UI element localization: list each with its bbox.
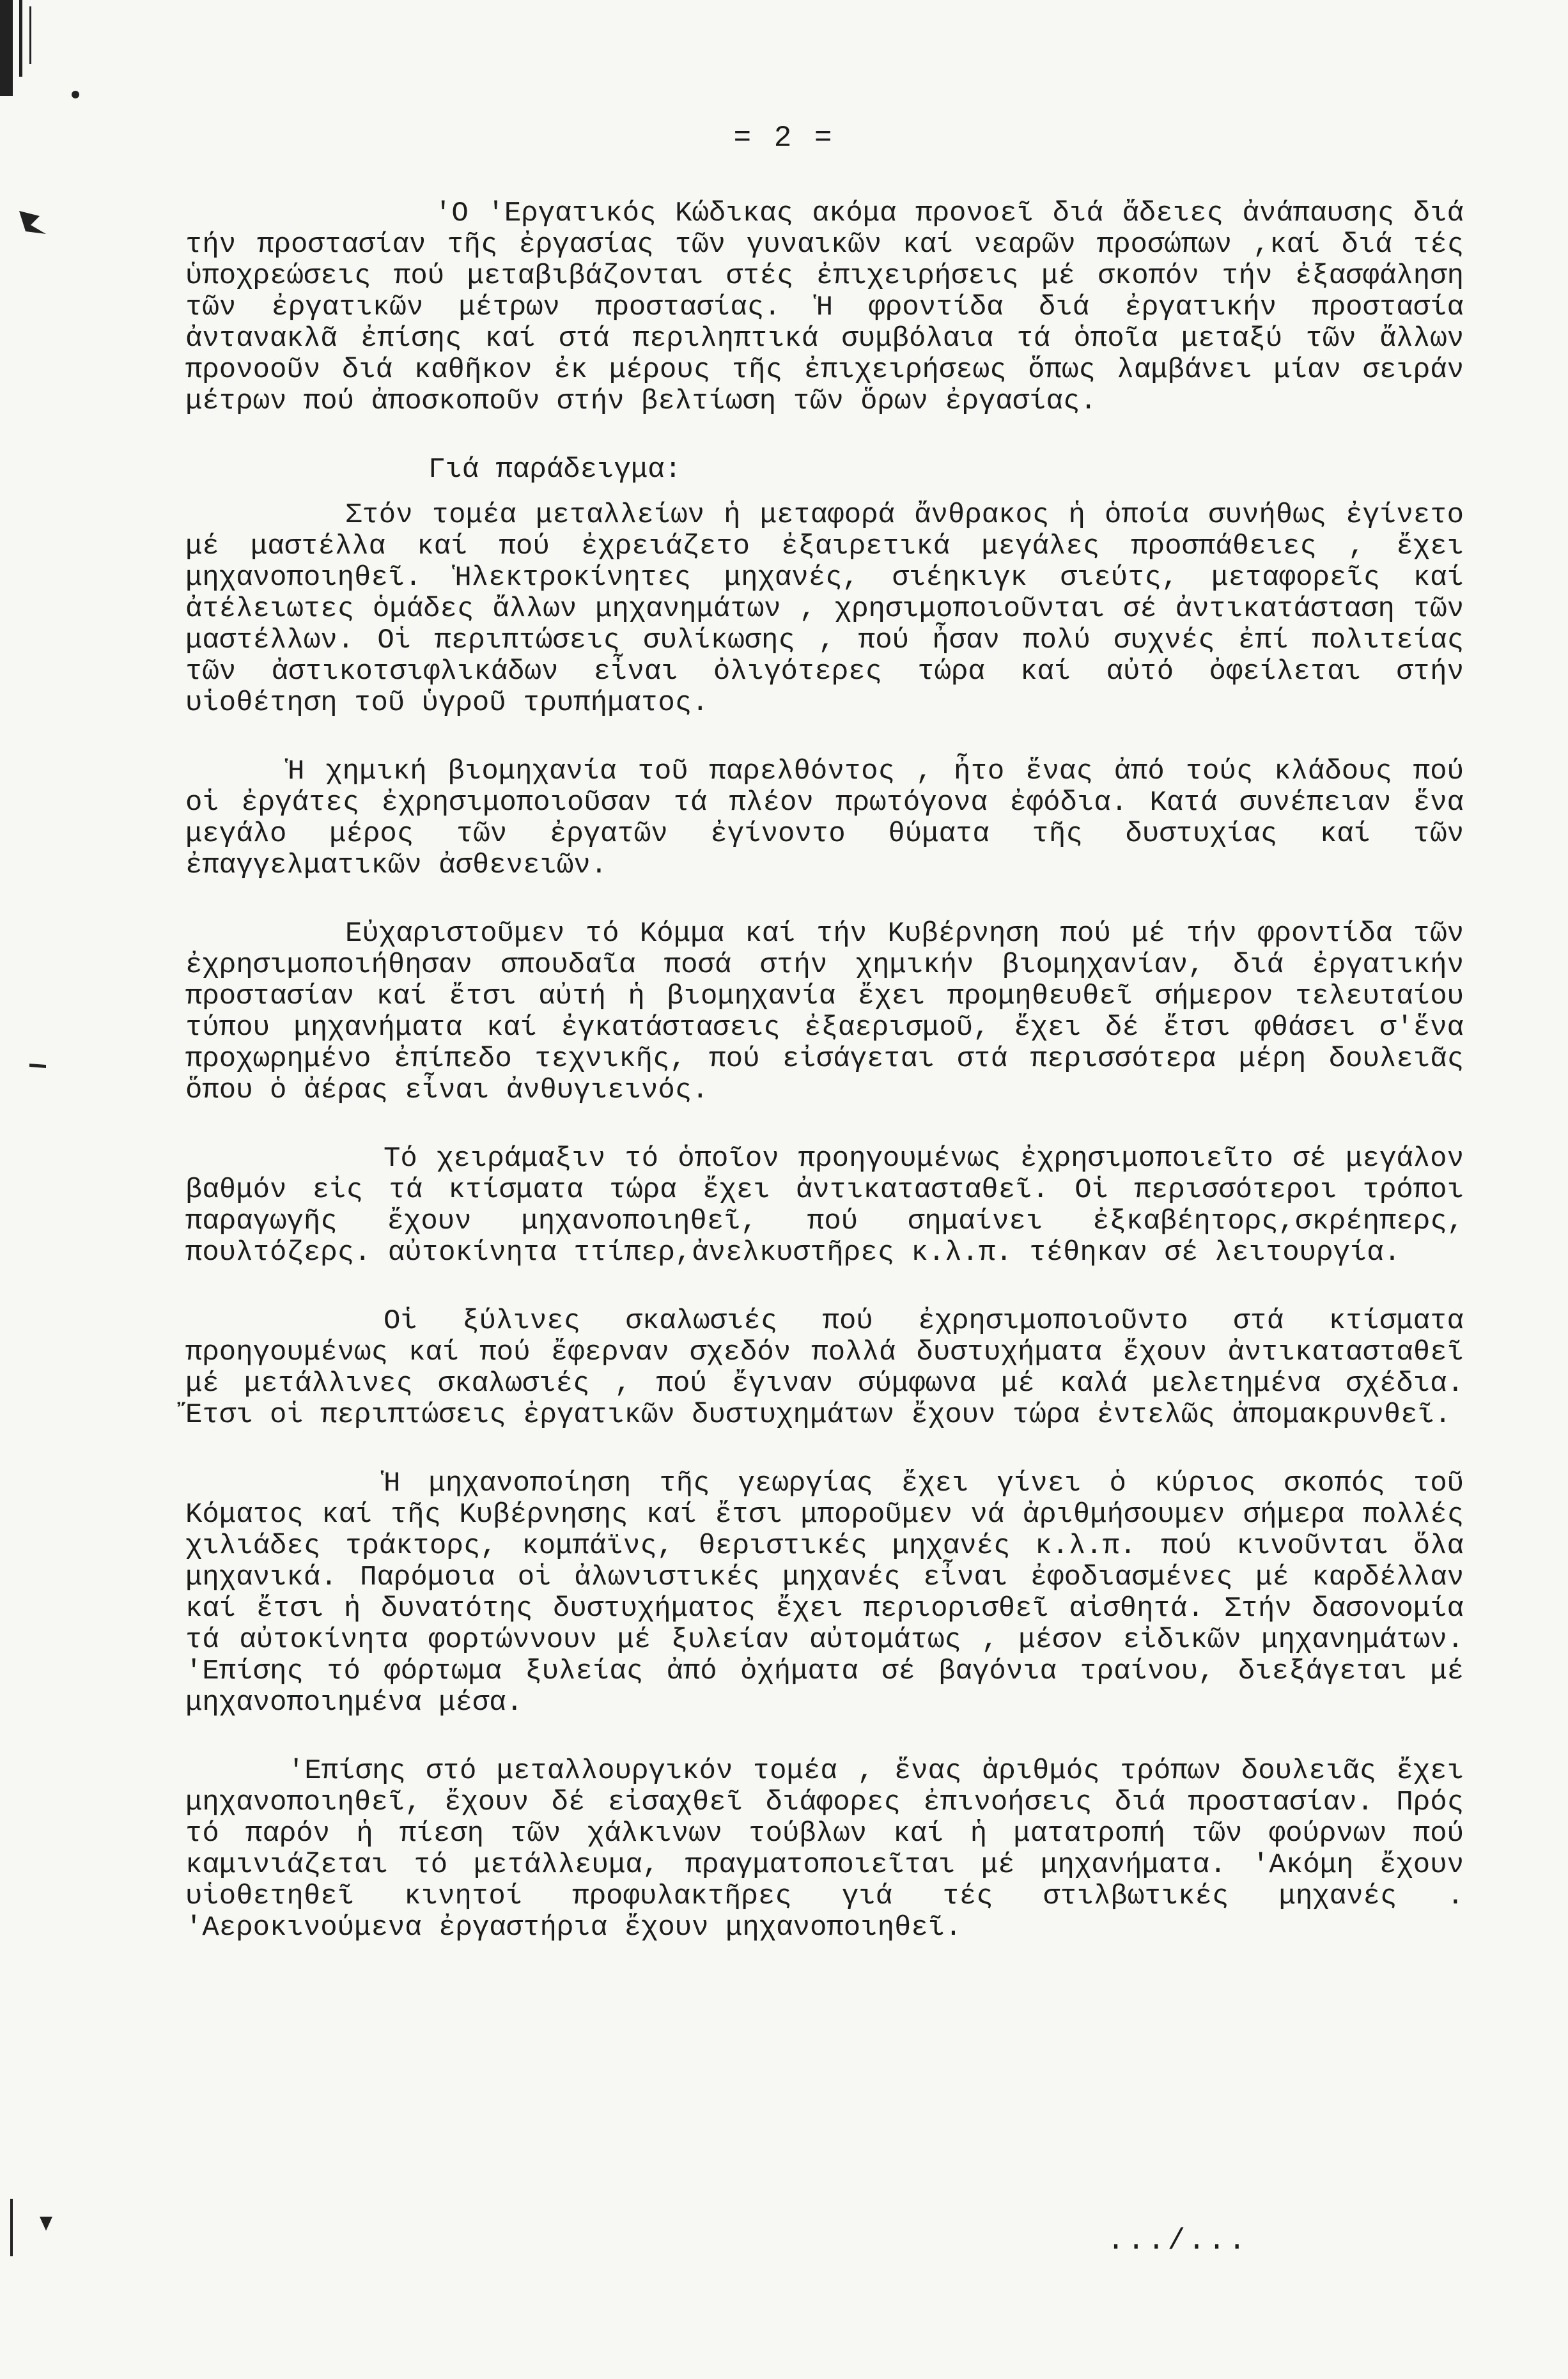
paragraph-labour-code: 'Ο 'Εργατικός Κώδικας ακόμα προνοεῖ διά ἄδειες ἀνάπαυσης διά τήν προστασίαν τῆς ἐργασίας τῶν γυναικῶν καί νεαρῶν προσώπων ,καί διά τές ὑποχρεώσεις πού μεταβιβάζονται στές ἐπιχειρήσεις μέ σκοπόν τήν ἐξασφάληση τῶν ἐργατικῶν μέτρων προστασίας. Ἡ φροντίδα διά ἐργατικήν προστασία ἀντανακλᾶ ἐπίσης καί στά περιληπτικά συμβόλαια τά ὁποῖα μεταξύ τῶν ἄλλων προνοοῦν διά καθῆκον ἐκ μέρους τῆς ἐπιχειρήσεως ὅπως λαμβάνει μίαν σειράν μέτρων πού ἀποσκοποῦν στήν βελτίωση τῶν ὅρων ἐργασίας.: [185, 198, 1464, 417]
edge-mark-bar: [29, 6, 31, 64]
edge-mark-top: [0, 0, 13, 96]
paragraph-thanks: Εὐχαριστοῦμεν τό Κόμμα καί τήν Κυβέρνηση πού μέ τήν φροντίδα τῶν ἐχρησιμοποιήθησαν σπουδαῖα ποσά στήν χημικήν βιομηχανίαν, διά ἐργατικήν προστασίαν καί ἔτσι αὐτή ἡ βιομηχανία ἔχει προμηθευθεῖ σήμερον τελευταίου τύπου μηχανήματα καί ἐγκατάστασεις ἐξαερισμοῦ, ἔχει δέ ἔτσι φθάσει σ'ἕνα προχωρημένο ἐπίπεδο τεχνικῆς, πού εἰσάγεται στά περισσότερα μέρη δουλειᾶς ὅπου ὁ ἀέρας εἶναι ἀνθυγιεινός.: [185, 918, 1464, 1106]
edge-mark-bottom: [10, 2199, 13, 2256]
edge-mark-bar: [19, 0, 22, 77]
edge-arrow: [40, 2217, 52, 2231]
edge-dot: [72, 91, 79, 98]
paragraph-chemical-industry: Ἡ χημική βιομηχανία τοῦ παρελθόντος , ἦτο ἕνας ἀπό τούς κλάδους πού οἱ ἐργάτες ἐχρησιμοποιοῦσαν τά πλέον πρωτόγονα ἐφόδια. Κατά συνέπειαν ἕνα μεγάλο μέρος τῶν ἐργατῶν ἐγίνοντο θύματα τῆς δυστυχίας καί τῶν ἐπαγγελματικῶν ἀσθενειῶν.: [185, 756, 1464, 881]
body-text: [185, 198, 1464, 1981]
continuation-mark: .../...: [1106, 2224, 1248, 2258]
paragraph-example-label: Γιά παράδειγμα:: [428, 454, 682, 486]
paragraph-agriculture: Ἡ μηχανοποίηση τῆς γεωργίας ἔχει γίνει ὁ κύριος σκοπός τοῦ Κόματος καί τῆς Κυβέρνησης καί ἔτσι μποροῦμεν νά ἀριθμήσουμεν σήμερα πολλές χιλιάδες τράκτορς, κομπάϊνς, θεριστικές μηχανές κ.λ.π. πού κινοῦνται ὅλα μηχανικά. Παρόμοια οἱ ἀλωνιστικές μηχανές εἶναι ἐφοδιασμένες μέ καρδέλλαν καί ἔτσι ἡ δυνατότης δυστυχήματος ἔχει περιορισθεῖ αἰσθητά. Στήν δασονομία τά αὐτοκίνητα φορτώννουν μέ ξυλείαν αὐτομάτως , μέσον εἰδικῶν μηχανημάτων. 'Επίσης τό φόρτωμα ξυλείας ἀπό ὀχήματα σέ βαγόνια τραίνου, διεξάγεται μέ μηχανοποιημένα μέσα.: [185, 1468, 1464, 1719]
paragraph-mines: Στόν τομέα μεταλλείων ἡ μεταφορά ἄνθρακος ἡ ὁποία συνήθως ἐγίνετο μέ μαστέλλα καί πού ἐχρειάζετο ἐξαιρετικά μεγάλες προσπάθειες , ἔχει μηχανοποιηθεῖ. Ἡλεκτροκίνητες μηχανές, σιέηκιγκ σιεύτς, μεταφορεῖς καί ἀτέλειωτες ὁμάδες ἄλλων μηχανημάτων , χρησιμοποιοῦνται σέ ἀντικατάσταση τῶν μαστέλλων. Οἱ περιπτώσεις συλίκωσης , πού ἦσαν πολύ συχνές ἐπί πολιτείας τῶν ἀστικοτσιφλικάδων εἶναι ὀλιγότερες τώρα καί αὐτό ὀφείλεται στήν υἱοθέτηση τοῦ ὑγροῦ τρυπήματος.: [185, 499, 1464, 719]
page-number: = 2 =: [733, 121, 835, 155]
edge-splash: [19, 211, 46, 234]
paragraph-scaffolding: Οἱ ξύλινες σκαλωσιές πού ἐχρησιμοποιοῦντο στά κτίσματα προηγουμένως καί πού ἔφερναν σχεδόν πολλά δυστυχήματα ἔχουν ἀντικατασταθεῖ μέ μετάλλινες σκαλωσιές , πού ἔγιναν σύμφωνα μέ καλά μελετημένα σχέδια. Ἔτσι οἱ περιπτώσεις ἐργατικῶν δυστυχημάτων ἔχουν τώρα ἐντελῶς ἀπομακρυνθεῖ.: [185, 1305, 1464, 1431]
binding-marks: [0, 0, 83, 2379]
paragraph-wheelbarrow: Τό χειράμαξιν τό ὁποῖον προηγουμένως ἐχρησιμοποιεῖτο σέ μεγάλον βαθμόν εἰς τά κτίσματα τώρα ἔχει ἀντικατασταθεῖ. Οἱ περισσότεροι τρόποι παραγωγῆς ἔχουν μηχανοποιηθεῖ, πού σημαίνει ἐξκαβέητορς,σκρέηπερς, πουλτόζερς. αὐτοκίνητα ττίπερ,ἀνελκυστῆρες κ.λ.π. τέθηκαν σέ λειτουργία.: [185, 1143, 1464, 1269]
paragraph-metallurgy: 'Επίσης στό μεταλλουργικόν τομέα , ἕνας ἀριθμός τρόπων δουλειᾶς ἔχει μηχανοποιηθεῖ, ἔχουν δέ εἰσαχθεῖ διάφορες ἐπινοήσεις διά προστασίαν. Πρός τό παρόν ἡ πίεση τῶν χάλκινων τούβλων καί ἡ ματατροπή τῶν φούρνων πού καμινιάζεται τό μετάλλευμα, πραγματοποιεῖται μέ μηχανήματα. 'Ακόμη ἔχουν υἱοθετηθεῖ κινητοί προφυλακτῆρες γιά τές στιλβωτικές μηχανές . 'Αεροκινούμενα ἐργαστήρια ἔχουν μηχανοποιηθεῖ.: [185, 1755, 1464, 1944]
edge-tick: [29, 1064, 46, 1068]
